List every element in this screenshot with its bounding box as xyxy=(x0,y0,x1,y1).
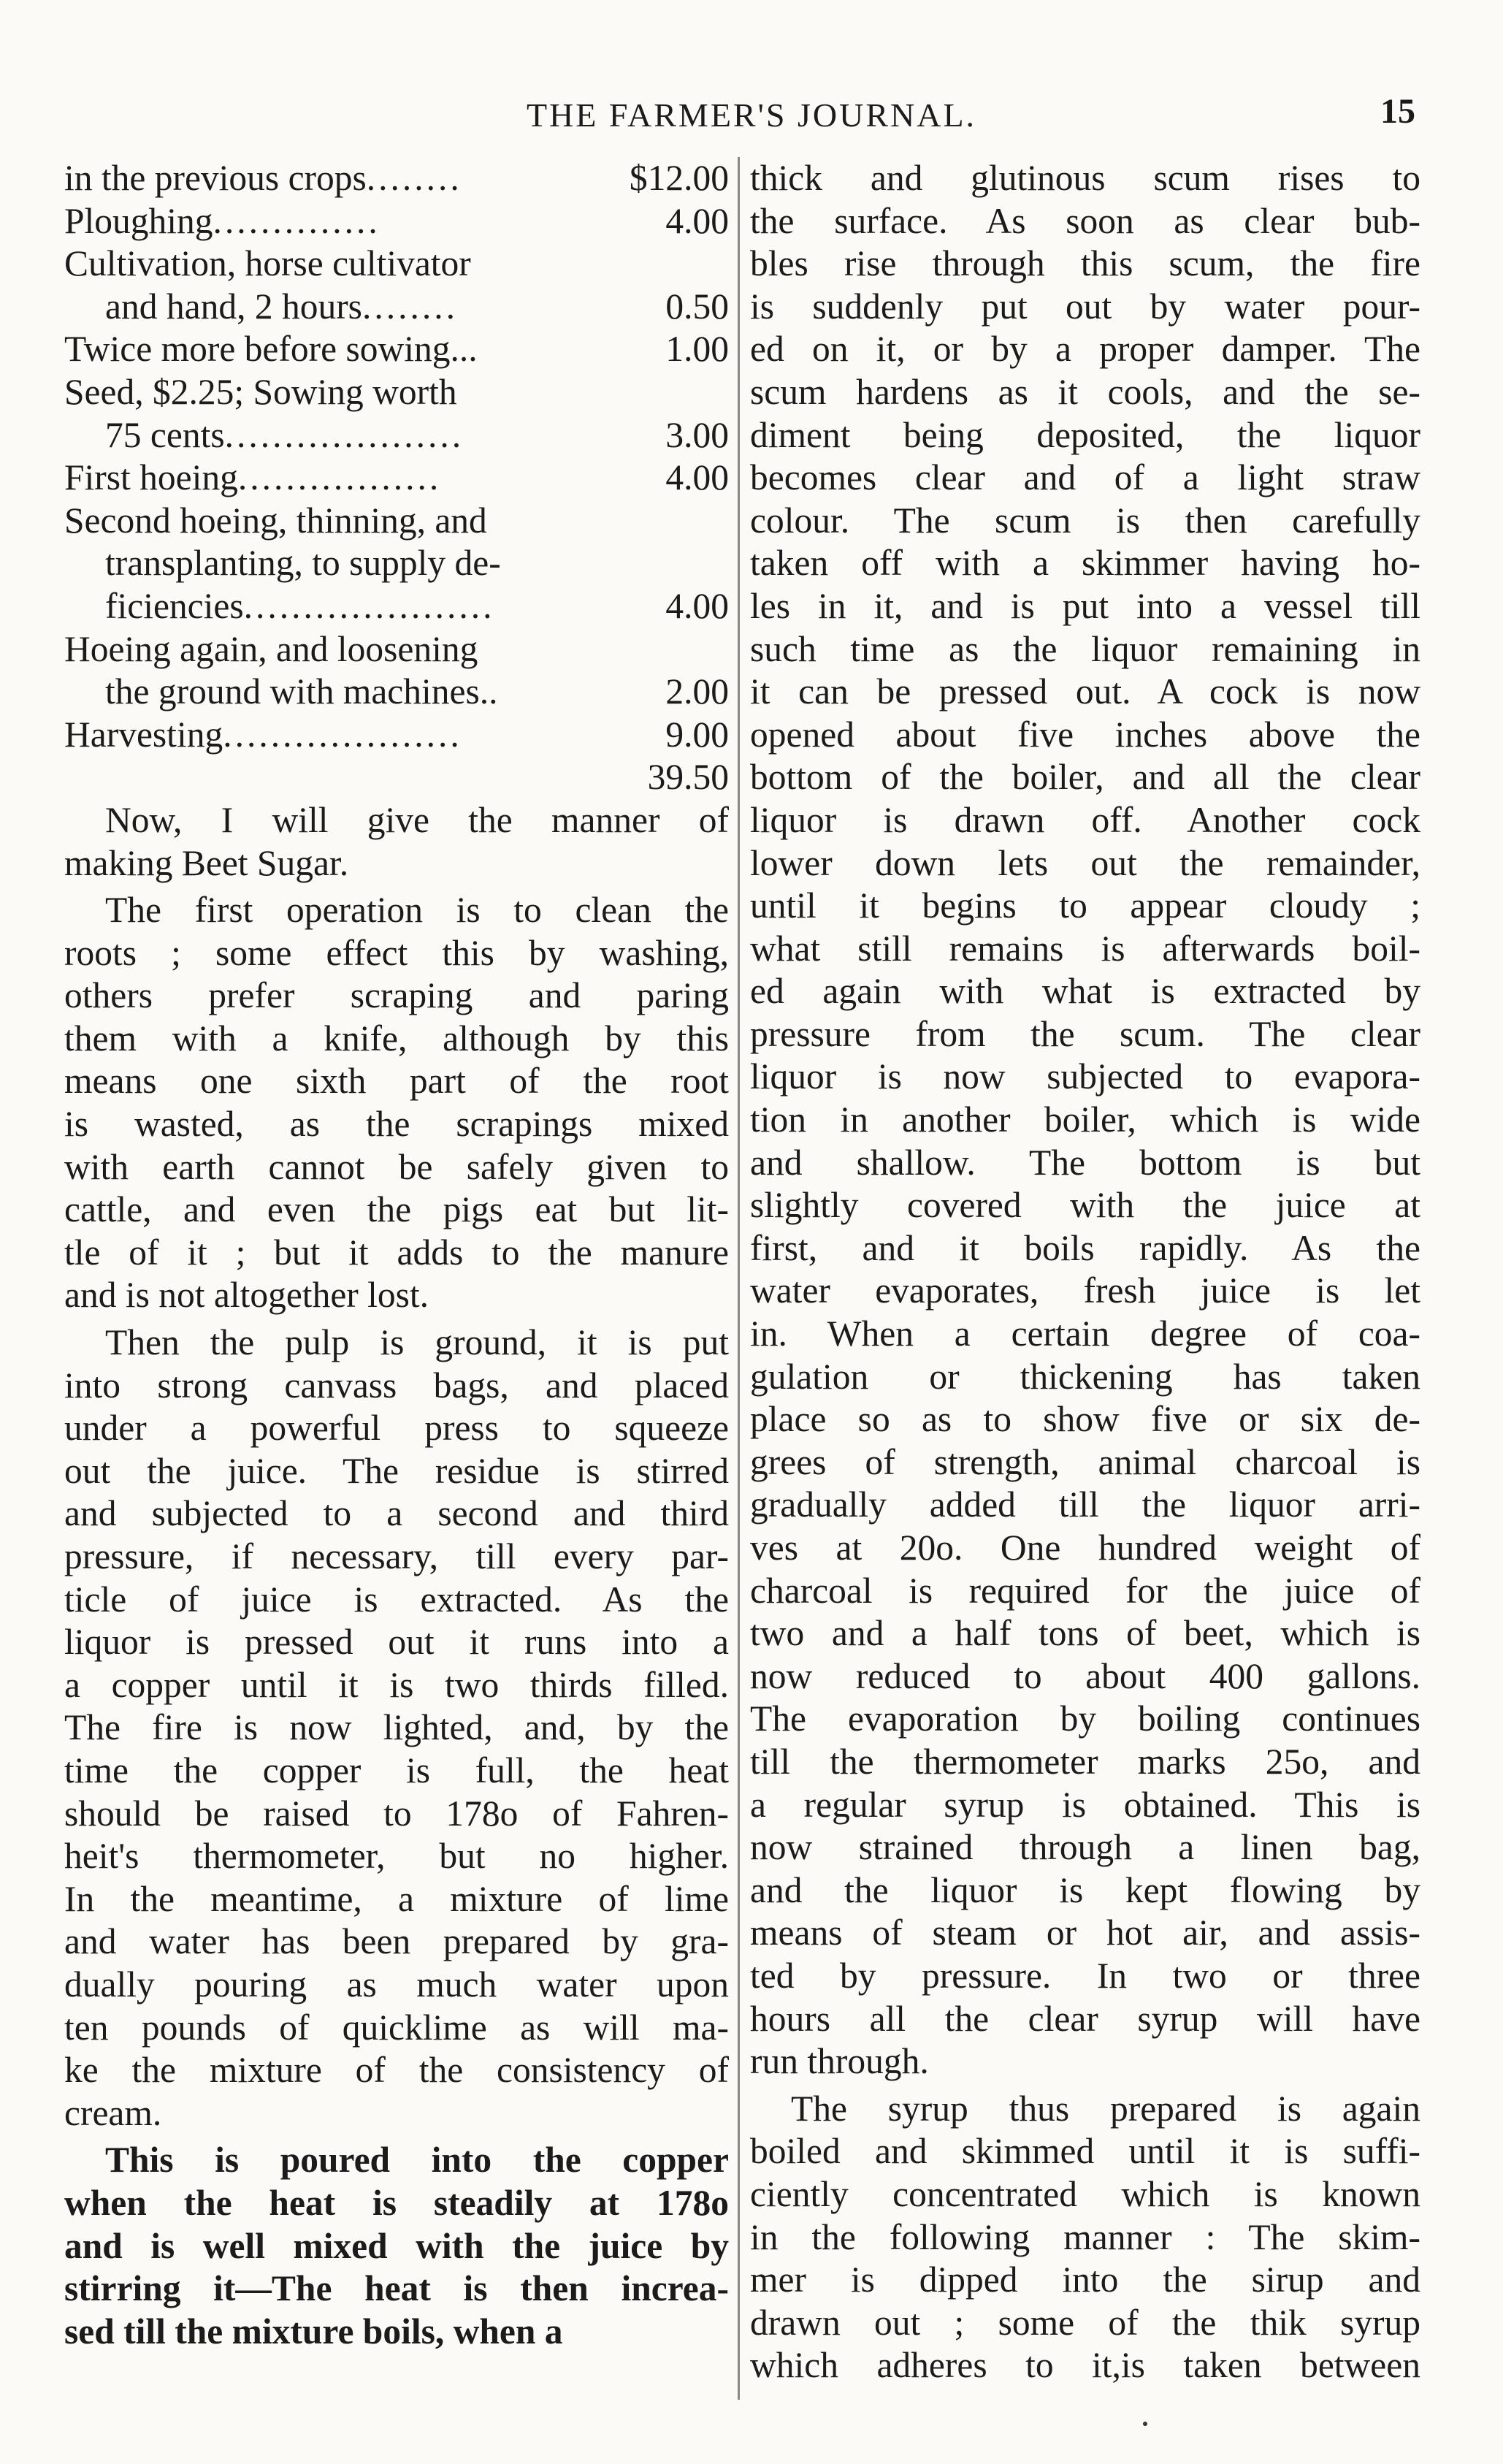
expense-row xyxy=(64,457,729,500)
text-line: diment being deposited, the liquor xyxy=(750,414,1420,455)
expense-amount: $12.00 xyxy=(629,158,729,198)
expense-amount: 3.00 xyxy=(665,414,729,455)
expense-label: in the previous crops xyxy=(64,158,367,198)
expense-amount: 1.00 xyxy=(665,329,729,370)
dot-leader: ..................... xyxy=(243,585,495,626)
text-line: now reduced to about 400 gallons. xyxy=(750,1655,1420,1696)
expense-label: 75 cents xyxy=(105,414,225,455)
expense-label: the ground with machines.. xyxy=(105,671,498,712)
text-line: and subjected to a second and third xyxy=(64,1493,729,1534)
text-line: now strained through a linen bag, xyxy=(750,1827,1420,1868)
expense-amount: 2.00 xyxy=(665,671,729,712)
expense-row xyxy=(64,628,729,671)
expense-label: Harvesting xyxy=(64,714,223,755)
text-line: opened about five inches above the xyxy=(750,714,1420,755)
page-header xyxy=(66,91,1437,142)
text-line: scum hardens as it cools, and the se- xyxy=(750,371,1420,412)
text-line: mer is dipped into the sirup and xyxy=(750,2259,1420,2300)
text-line: is wasted, as the scrapings mixed xyxy=(64,1104,729,1145)
text-line: when the heat is steadily at 178o xyxy=(64,2182,729,2223)
text-line: ted by pressure. In two or three xyxy=(750,1955,1420,1996)
text-line: becomes clear and of a light straw xyxy=(750,457,1420,498)
dot-leader: ................. xyxy=(237,457,442,498)
text-line: les in it, and is put into a vessel till xyxy=(750,585,1420,626)
text-line: ciently concentrated which is known xyxy=(750,2173,1420,2214)
paragraph-pressing-pulp xyxy=(64,1321,729,2135)
right-column xyxy=(750,157,1420,2387)
text-line: tle of it ; but it adds to the manure xyxy=(64,1232,729,1273)
text-line: ed again with what is extracted by xyxy=(750,971,1420,1012)
text-line: which adheres to it,is taken between xyxy=(750,2345,1420,2386)
text-line: pressure from the scum. The clear xyxy=(750,1013,1420,1054)
expense-label: Hoeing again, and loosening xyxy=(64,628,478,669)
text-line: charcoal is required for the juice of xyxy=(750,1570,1420,1611)
expense-row xyxy=(64,243,729,286)
text-line: ed on it, or by a proper damper. The xyxy=(750,329,1420,370)
expense-row xyxy=(64,286,729,329)
text-line: a regular syrup is obtained. This is xyxy=(750,1784,1420,1825)
text-line: cream. xyxy=(64,2092,162,2133)
text-line: The syrup thus prepared is again xyxy=(791,2088,1420,2129)
expense-label: Cultivation, horse cultivator xyxy=(64,243,471,284)
expense-label: and hand, 2 hours xyxy=(105,286,362,327)
text-line: should be raised to 178o of Fahren- xyxy=(64,1793,729,1834)
dot-leader: .............. xyxy=(213,200,380,241)
text-line: with earth cannot be safely given to xyxy=(64,1146,729,1187)
paragraph-washing-roots xyxy=(64,889,729,1317)
text-line: pressure, if necessary, till every par- xyxy=(64,1536,729,1576)
text-line: heit's thermometer, but no higher. xyxy=(64,1836,729,1877)
expense-label: Ploughing xyxy=(64,200,213,241)
text-line: means one sixth part of the root xyxy=(64,1061,729,1102)
intro-paragraph xyxy=(64,799,729,885)
expense-row xyxy=(64,585,729,628)
expense-label: Second hoeing, thinning, and xyxy=(64,500,487,541)
text-line: dually pouring as much water upon xyxy=(64,1964,729,2005)
text-line: in the following manner : The skim- xyxy=(750,2216,1420,2257)
text-line: two and a half tons of beet, which is xyxy=(750,1613,1420,1654)
text-line: liquor is now subjected to evapora- xyxy=(750,1056,1420,1097)
text-line: cattle, and even the pigs eat but lit- xyxy=(64,1189,729,1230)
text-line: a copper until it is two thirds filled. xyxy=(64,1664,729,1705)
text-line: tion in another boiler, which is wide xyxy=(750,1099,1420,1140)
expense-amount: 4.00 xyxy=(665,457,729,498)
expense-amount: 9.00 xyxy=(665,714,729,755)
expense-label: Twice more before sowing... xyxy=(64,329,478,370)
expense-row xyxy=(64,371,729,414)
text-line: This is poured into the copper xyxy=(105,2140,729,2181)
expense-row xyxy=(64,414,729,457)
text-line: Now, I will give the manner of xyxy=(105,799,729,840)
expense-row xyxy=(64,500,729,543)
text-line: stirring it—The heat is then increa- xyxy=(64,2268,729,2309)
dot-leader: ........ xyxy=(366,158,462,198)
text-line: and shallow. The bottom is but xyxy=(750,1142,1420,1183)
text-line: liquor is pressed out it runs into a xyxy=(64,1622,729,1663)
expense-label: First hoeing xyxy=(64,457,238,498)
text-line: and water has been prepared by gra- xyxy=(64,1921,729,1962)
text-line: gradually added till the liquor arri- xyxy=(750,1484,1420,1525)
text-line: roots ; some effect this by washing, xyxy=(64,932,729,973)
expense-label: Seed, $2.25; Sowing worth xyxy=(64,371,457,412)
column-divider xyxy=(738,157,740,2400)
paragraph-syrup-boiling xyxy=(750,2088,1420,2387)
text-line: under a powerful press to squeeze xyxy=(64,1408,729,1449)
expense-row xyxy=(64,542,729,585)
text-line: what still remains is afterwards boil- xyxy=(750,928,1420,969)
text-line: into strong canvass bags, and placed xyxy=(64,1365,729,1405)
text-line: ten pounds of quicklime as will ma- xyxy=(64,2007,729,2048)
text-line: and is not altogether lost. xyxy=(64,1275,429,1316)
text-line: ves at 20o. One hundred weight of xyxy=(750,1527,1420,1568)
text-line: others prefer scraping and paring xyxy=(64,975,729,1016)
dot-leader: ........ xyxy=(362,286,458,327)
text-line: The fire is now lighted, and, by the xyxy=(64,1707,729,1748)
page-number: 15 xyxy=(1380,92,1415,131)
expense-row xyxy=(64,714,729,757)
dot-leader: .................... xyxy=(223,714,462,755)
expense-label: ficiencies xyxy=(105,585,244,626)
text-line: ticle of juice is extracted. As the xyxy=(64,1579,729,1620)
text-line: bottom of the boiler, and all the clear xyxy=(750,757,1420,798)
text-line: slightly covered with the juice at xyxy=(750,1185,1420,1226)
text-line: time the copper is full, the heat xyxy=(64,1750,729,1790)
text-line: it can be pressed out. A cock is now xyxy=(750,671,1420,712)
text-line: first, and it boils rapidly. As the xyxy=(750,1227,1420,1268)
expense-row xyxy=(64,671,729,714)
text-line: gulation or thickening has taken xyxy=(750,1356,1420,1397)
text-line: the surface. As soon as clear bub- xyxy=(750,200,1420,241)
text-line: The first operation is to clean the xyxy=(105,890,729,931)
text-line: till the thermometer marks 25o, and xyxy=(750,1741,1420,1782)
text-line: grees of strength, animal charcoal is xyxy=(750,1441,1420,1482)
expense-label: transplanting, to supply de- xyxy=(105,543,501,584)
text-line: In the meantime, a mixture of lime xyxy=(64,1878,729,1919)
ink-speck xyxy=(1143,2422,1147,2426)
text-line: The evaporation by boiling continues xyxy=(750,1698,1420,1739)
paragraph-scum-and-evaporation xyxy=(750,157,1420,2083)
text-line: water evaporates, fresh juice is let xyxy=(750,1270,1420,1311)
text-line: drawn out ; some of the thik syrup xyxy=(750,2302,1420,2343)
expense-amount: 4.00 xyxy=(665,200,729,241)
text-line: out the juice. The residue is stirred xyxy=(64,1450,729,1491)
text-line: colour. The scum is then carefully xyxy=(750,500,1420,541)
text-line: bles rise through this scum, the fire xyxy=(750,243,1420,284)
expense-amount: 0.50 xyxy=(665,286,729,327)
text-line: place so as to show five or six de- xyxy=(750,1399,1420,1440)
text-line: them with a knife, although by this xyxy=(64,1018,729,1059)
text-line: is suddenly put out by water pour- xyxy=(750,286,1420,327)
text-line: ke the mixture of the consistency of xyxy=(64,2050,729,2091)
expense-amount: 4.00 xyxy=(665,585,729,626)
text-line: liquor is drawn off. Another cock xyxy=(750,799,1420,840)
expense-row xyxy=(64,328,729,371)
left-column xyxy=(64,157,729,2353)
expense-row xyxy=(64,157,729,200)
text-line: lower down lets out the remainder, xyxy=(750,842,1420,883)
expense-row xyxy=(64,200,729,243)
text-line: in. When a certain degree of coa- xyxy=(750,1313,1420,1354)
text-line: until it begins to appear cloudy ; xyxy=(750,885,1420,926)
expense-total: 39.50 xyxy=(647,757,729,798)
text-line: and is well mixed with the juice by xyxy=(64,2225,729,2266)
text-line: making Beet Sugar. xyxy=(64,842,349,883)
paragraph-lime-mixture xyxy=(64,2139,729,2353)
text-line: sed till the mixture boils, when a xyxy=(64,2311,563,2352)
text-line: thick and glutinous scum rises to xyxy=(750,158,1420,198)
text-line: run through. xyxy=(750,2041,929,2082)
text-line: such time as the liquor remaining in xyxy=(750,628,1420,669)
text-line: Then the pulp is ground, it is put xyxy=(105,1322,729,1363)
text-line: and the liquor is kept flowing by xyxy=(750,1869,1420,1910)
text-line: means of steam or hot air, and assis- xyxy=(750,1912,1420,1953)
text-line: taken off with a skimmer having ho- xyxy=(750,543,1420,584)
text-line: hours all the clear syrup will have xyxy=(750,1998,1420,2039)
expense-list xyxy=(64,157,729,756)
running-title: THE FARMER'S JOURNAL. xyxy=(526,96,977,134)
text-line: boiled and skimmed until it is suffi- xyxy=(750,2131,1420,2172)
dot-leader: .................... xyxy=(224,414,464,455)
